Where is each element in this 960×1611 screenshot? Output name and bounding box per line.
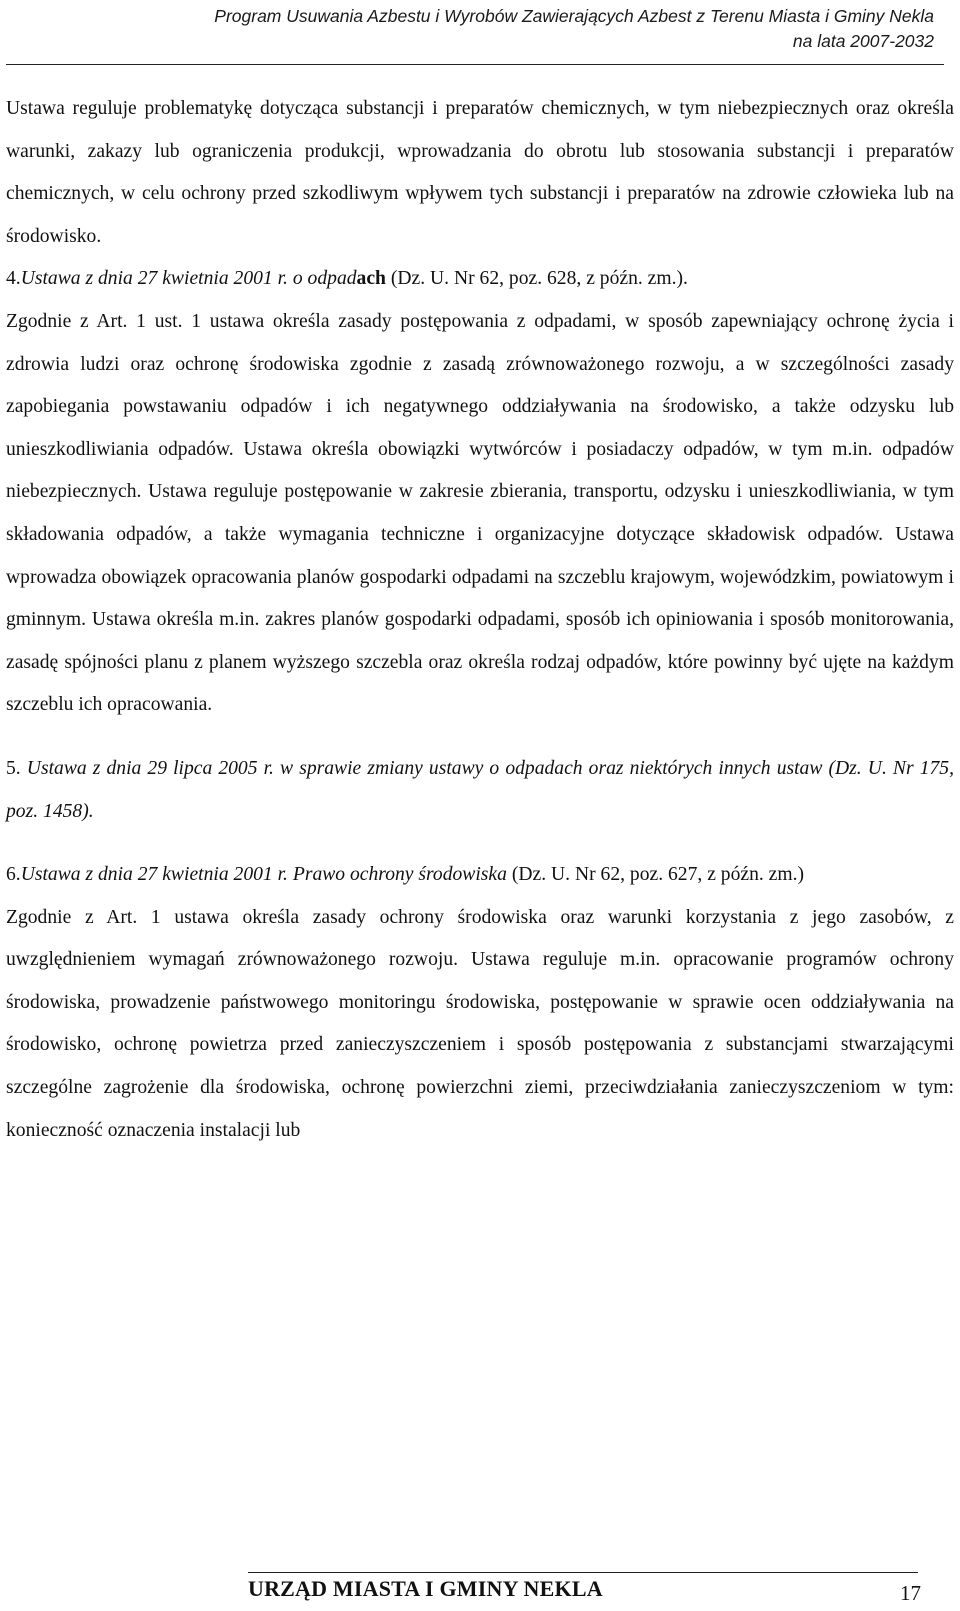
- header-rule: [6, 64, 944, 65]
- item-4-number: 4.: [6, 268, 21, 290]
- header-program-title: Program Usuwania Azbestu i Wyrobów Zawierających Azbest z Terenu Miasta i Gminy Nekla: [214, 6, 934, 26]
- item-5-title: Ustawa z dnia 29 lipca 2005 r. w sprawie zmiany ustawy o odpadach oraz niektórych innych ustaw (Dz. U. Nr 175, poz. 1458).: [6, 757, 954, 822]
- item-4-reference: (Dz. U. Nr 62, poz. 628, z późn. zm.).: [385, 268, 688, 290]
- section-gap: [6, 727, 954, 748]
- item-6-heading: [6, 854, 954, 897]
- item-4-title-bold: ach: [356, 268, 386, 290]
- intro-paragraph: Ustawa reguluje problematykę dotycząca substancji i preparatów chemicznych, w tym niebezpiecznych oraz określa warunki, zakazy lub ograniczenia produkcji, wprowadzania do obrotu lub stosowania substancji i preparatów chemicznych, w celu ochrony przed szkodliwym wpływem tych substancji i preparatów na zdrowie człowieka lub na środowisko.: [6, 98, 954, 247]
- footer-office-name: URZĄD MIASTA I GMINY NEKLA: [248, 1576, 603, 1601]
- page-header: [214, 4, 934, 54]
- item-6-reference: (Dz. U. Nr 62, poz. 627, z późn. zm.): [506, 864, 805, 886]
- item-5-heading: [6, 748, 954, 833]
- item-4-title: Ustawa z dnia 27 kwietnia 2001 r. o odpad: [20, 268, 357, 290]
- document-body: [6, 88, 954, 1152]
- item-6-title: Ustawa z dnia 27 kwietnia 2001 r. Prawo ochrony środowiska: [20, 864, 507, 886]
- item-4-paragraph: Zgodnie z Art. 1 ust. 1 ustawa określa zasady postępowania z odpadami, w sposób zapewniający ochronę życia i zdrowia ludzi oraz ochronę środowiska zgodnie z zasadą zrównoważonego rozwoju, a w szczególności zasady zapobiegania powstawaniu odpadów i ich negatywnego oddziaływania na środowisko, a także odzysku lub unieszkodliwiania odpadów. Ustawa określa obowiązki wytwórców i posiadaczy odpadów, w tym m.in. odpadów niebezpiecznych. Ustawa reguluje postępowanie w zakresie zbierania, transportu, odzysku i unieszkodliwiania, w tym składowania odpadów, a także wymagania techniczne i organizacyjne dotyczące składowisk odpadów. Ustawa wprowadza obowiązek opracowania planów gospodarki odpadami na szczeblu krajowym, wojewódzkim, powiatowym i gminnym. Ustawa określa m.in. zakres planów gospodarki odpadami, sposób ich opiniowania i sposób monitorowania, zasadę spójności planu z planem wyższego szczebla oraz określa rodzaj odpadów, które powinny być ujęte na każdym szczeblu ich opracowania.: [6, 310, 954, 716]
- item-6-paragraph: Zgodnie z Art. 1 ustawa określa zasady ochrony środowiska oraz warunki korzystania z jego zasobów, z uwzględnieniem wymagań zrównoważonego rozwoju. Ustawa reguluje m.in. opracowanie programów ochrony środowiska, prowadzenie państwowego monitoringu środowiska, postępowanie w sprawie ocen oddziaływania na środowisko, ochronę powietrza przed zanieczyszczeniem i sposób postępowania z substancjami stwarzającymi szczególne zagrożenie dla środowiska, ochronę powierzchni ziemi, przeciwdziałania zanieczyszczeniom w tym: konieczność oznaczenia instalacji lub: [6, 906, 954, 1141]
- section-gap: [6, 833, 954, 854]
- item-6-number: 6.: [6, 864, 21, 886]
- page-number: 17: [900, 1581, 921, 1605]
- header-period: na lata 2007-2032: [792, 31, 934, 51]
- item-5-number: 5.: [6, 757, 21, 779]
- item-4-heading: [6, 258, 954, 301]
